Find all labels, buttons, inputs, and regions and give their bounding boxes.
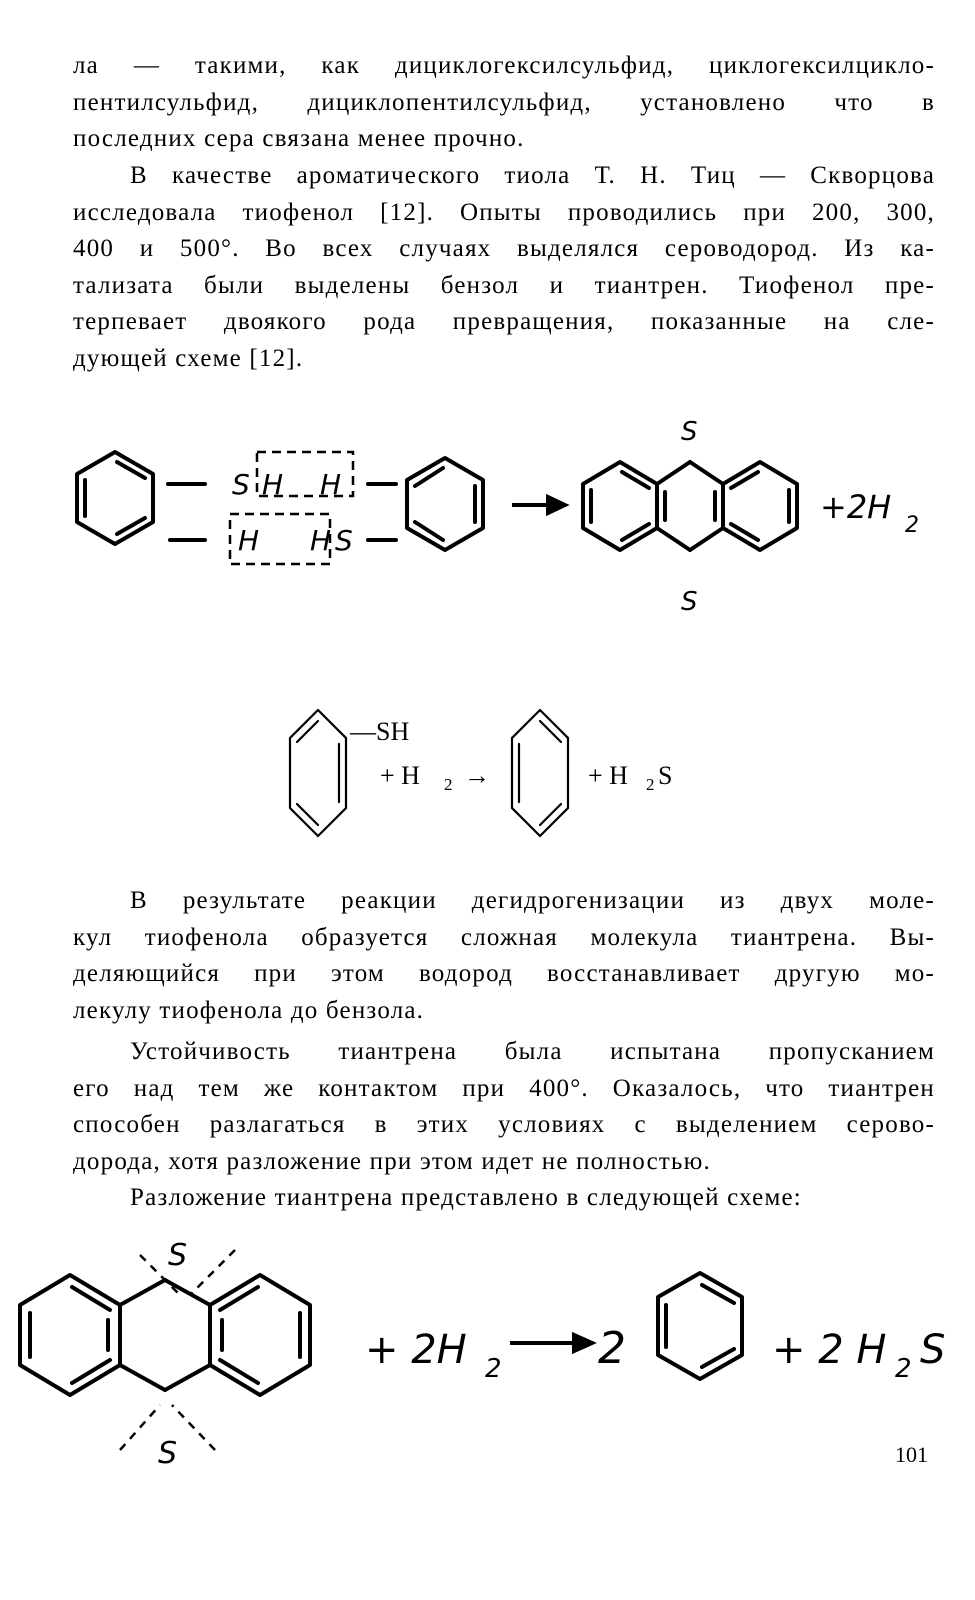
atom-s: S: [168, 1238, 188, 1273]
subscript-2: 2: [444, 775, 453, 794]
atom-h: H: [310, 524, 332, 557]
text-line: Устойчивость тиантрена была испытана пропусканием: [130, 1038, 935, 1065]
cleavage-line: [172, 1405, 215, 1450]
subscript-2: 2: [905, 513, 919, 538]
sh-group: —SH: [350, 717, 410, 746]
atom-s: S: [335, 524, 353, 557]
reaction-arrow: →: [464, 761, 490, 790]
benzene-ring-product: [512, 710, 568, 836]
text-line: В результате реакции дегидрогенизации из двух моле-: [130, 887, 935, 914]
scheme-thianthrene-decomposition: [0, 1235, 975, 1465]
text-line: дорода, хотя разложение при этом идет не полностью.: [73, 1147, 711, 1175]
subscript-2: 2: [895, 1354, 912, 1384]
text-line: лекулу тиофенола до бензола.: [73, 996, 425, 1024]
text-line: деляющийся при этом водород восстанавливает другую мо-: [73, 960, 935, 987]
benzene-ring-thiophenol: [290, 710, 346, 836]
atom-h: H: [320, 468, 342, 501]
atom-s: S: [158, 1436, 178, 1465]
atom-s: S: [920, 1327, 946, 1373]
text-line: исследовала тиофенол [12]. Опыты проводились при 200, 300,: [73, 198, 935, 226]
cleavage-line: [120, 1405, 160, 1450]
atom-s: S: [681, 417, 698, 447]
paragraph-1: [73, 48, 935, 158]
benzene-ring-product: [658, 1273, 742, 1379]
text-line: В качестве ароматического тиола Т. Н. Тиц — Скворцова: [130, 162, 935, 189]
scheme-thiophenol-to-thianthrene: [0, 410, 975, 630]
double-bond: [117, 518, 145, 534]
text-line: 400 и 500°. Во всех случаях выделялся сероводород. Из ка-: [73, 235, 935, 262]
text-line: дующей схеме [12].: [73, 344, 304, 372]
page-number: 101: [895, 1442, 928, 1467]
plus-h2: + H: [380, 761, 420, 790]
benzene-ring-left: [77, 452, 153, 544]
cleavage-line: [190, 1250, 235, 1295]
plus-2h2s: + 2 H: [772, 1327, 887, 1373]
thianthrene-molecule: [20, 1275, 310, 1395]
atom-h: H: [262, 468, 284, 501]
atom-s: S: [681, 587, 698, 617]
arrow-head: [574, 1335, 592, 1351]
atom-h: H: [238, 524, 260, 557]
paragraph-2: [73, 158, 935, 377]
text-line: пентилсульфид, дициклопентилсульфид, установлено что в: [73, 88, 935, 116]
subscript-2: 2: [646, 775, 655, 794]
scheme-thiophenol-to-benzene: [0, 700, 975, 850]
thianthrene-product: [583, 462, 797, 550]
text-line: его над тем же контактом при 400°. Оказалось, что тиантрен: [73, 1074, 935, 1102]
plus-2h2: + 2H: [365, 1327, 467, 1373]
paragraph-5: [73, 1180, 935, 1217]
plus-h2s: + H: [588, 761, 628, 790]
benzene-ring-right: [407, 458, 483, 550]
text-line: терпевает двоякого рода превращения, показанные на сле-: [73, 308, 935, 335]
coefficient-2: 2: [598, 1323, 626, 1374]
text-line: ла — такими, как дициклогексилсульфид, циклогексилцикло-: [73, 52, 935, 79]
atom-s: S: [658, 761, 673, 790]
double-bond: [117, 462, 145, 478]
text-line: кул тиофенола образуется сложная молекула тиантрена. Вы-: [73, 923, 935, 951]
plus-2h2: +2H: [820, 488, 892, 526]
paragraph-4: [73, 1034, 935, 1180]
paragraph-3: [73, 883, 935, 1029]
text-line: последних сера связана менее прочно.: [73, 125, 525, 152]
atom-s: S: [232, 468, 250, 501]
text-line: тализата были выделены бензол и тиантрен. Тиофенол пре-: [73, 271, 935, 299]
text-line: способен разлагаться в этих условиях с выделением серово-: [73, 1111, 935, 1138]
arrow-head: [548, 497, 565, 513]
subscript-2: 2: [485, 1354, 502, 1384]
text-line: Разложение тиантрена представлено в следующей схеме:: [130, 1184, 802, 1211]
